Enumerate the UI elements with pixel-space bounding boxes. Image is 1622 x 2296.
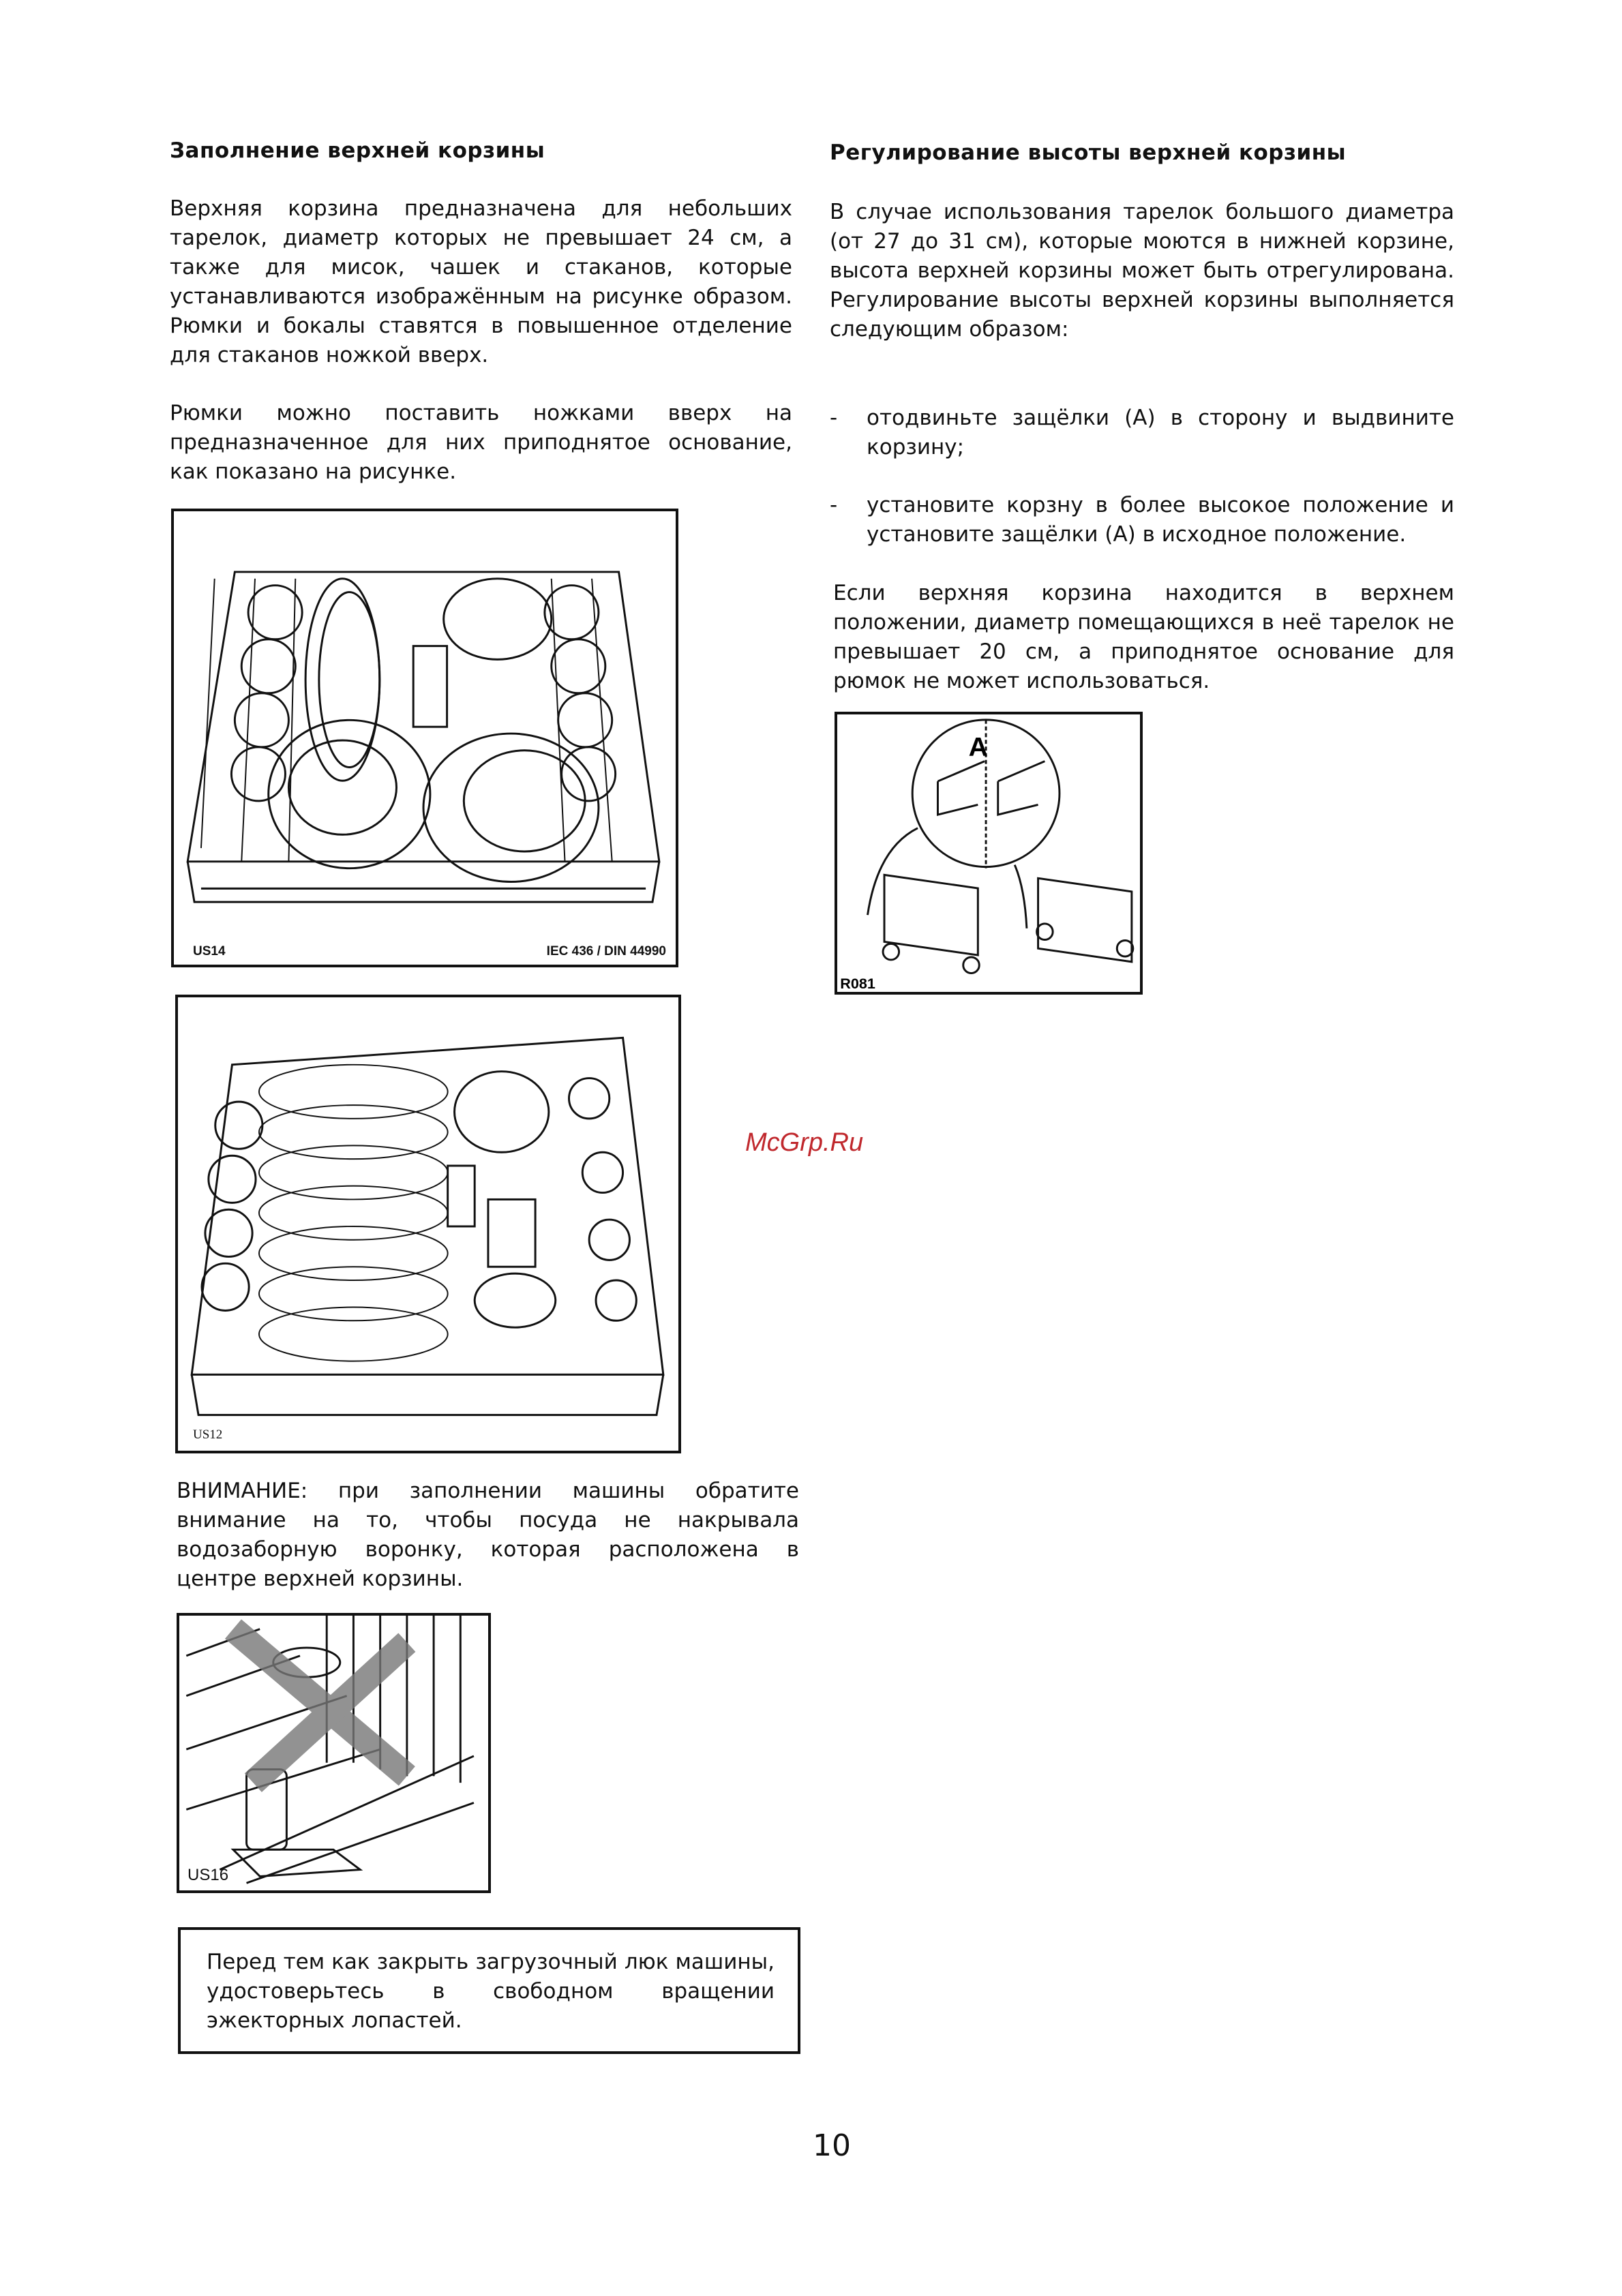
page-number: 10: [813, 2128, 851, 2163]
section-heading-fill-upper-basket: Заполнение верхней корзины: [170, 138, 545, 163]
basket-illustration: [178, 997, 678, 1451]
figure-code: US12: [193, 1428, 223, 1442]
bullet-dash: -: [830, 406, 838, 430]
paragraph-upper-basket-purpose: Верхняя корзина предназначена для небольших тарелок, диаметр которых не превышает 24 см, а также для мисок, чашек и стаканов, которые устанавливаются изображённым на рисунке образом. Рюмки и бокалы ставятся в повышенное отделение для стаканов ножкой вверх.: [170, 196, 792, 367]
warning-paragraph: ВНИМАНИЕ: при заполнении машины обратите внимание на то, чтобы посуда не накрывала водозаборную воронку, которая расположена в центре верхней корзины.: [177, 1479, 799, 1591]
figure-code: R081: [840, 975, 875, 992]
paragraph-large-plates: В случае использования тарелок большого диаметра (от 27 до 31 см), которые моются в нижней корзине, высота верхней корзины может быть отрегулирована. Регулирование высоты верхней корзины выполняется следующим образом:: [830, 200, 1454, 342]
figure-standard: IEC 436 / DIN 44990: [546, 944, 666, 958]
bullet-item: [830, 404, 1454, 462]
bullet-text: отодвиньте защёлки (А) в сторону и выдвините корзину;: [867, 406, 1454, 459]
basket-illustration: [174, 511, 676, 965]
watermark: McGrp.Ru: [745, 1128, 864, 1157]
bullet-item: [830, 491, 1454, 549]
figure-code: US14: [193, 944, 226, 958]
latch-illustration: [837, 714, 1140, 992]
bullet-text: установите корзну в более высокое положение и установите защёлки (А) в исходное положение.: [867, 493, 1454, 547]
figure-upper-basket-plates: [175, 995, 681, 1453]
note-box-ejector-blades: [178, 1927, 800, 2054]
paragraph-glasses-stems-up: Рюмки можно поставить ножками вверх на предназначенное для них приподнятое основание, как показано на рисунке.: [170, 401, 792, 484]
callout-label: A: [968, 731, 988, 762]
figure-code: US16: [187, 1866, 229, 1884]
section-heading-adjust-height: Регулирование высоты верхней корзины: [830, 140, 1347, 165]
figure-upper-basket-loaded: [171, 509, 678, 967]
figure-basket-latch-adjust: [835, 712, 1143, 995]
funnel-illustration: [179, 1616, 488, 1890]
bullet-dash: -: [830, 493, 838, 517]
note-text: Перед тем как закрыть загрузочный люк машины, удостоверьтесь в свободном вращении эжекторных лопастей.: [207, 1950, 775, 2033]
paragraph-upper-position-limit: Если верхняя корзина находится в верхнем положении, диаметр помещающихся в неё тарелок не превышает 20 см, а приподнятое основание для рюмок не может использоваться.: [833, 581, 1454, 693]
figure-funnel-not-covered: [177, 1613, 491, 1893]
